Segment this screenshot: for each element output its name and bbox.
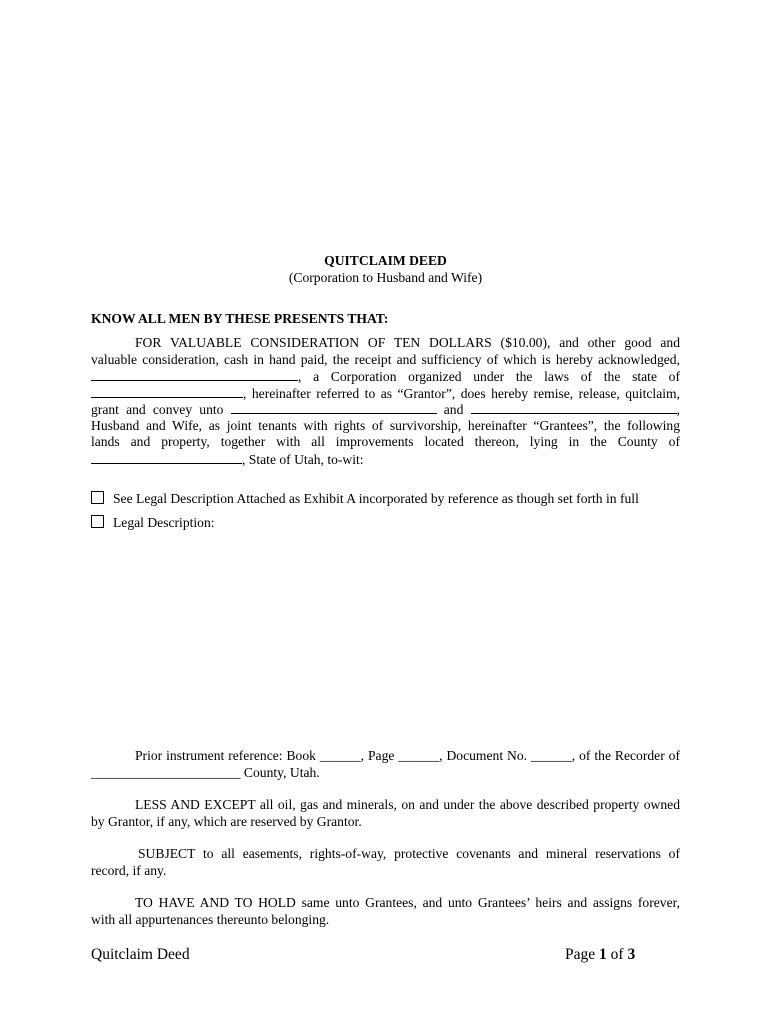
grant-convey-text: grant and convey unto — [91, 402, 224, 417]
page-total: 3 — [627, 946, 636, 963]
exhibit-option-label: See Legal Description Attached as Exhibit A incorporated by reference as though set forth in full — [113, 491, 639, 506]
document-title: QUITCLAIM DEED — [324, 253, 447, 268]
presents-heading: KNOW ALL MEN BY THESE PRESENTS THAT: — [91, 311, 389, 326]
footer-page-number — [565, 946, 635, 964]
grantor-clause-text: , hereinafter referred to as “Grantor”, does hereby remise, release, quitclaim, — [243, 385, 680, 401]
state-utah-text: , State of Utah, to-wit: — [242, 451, 364, 467]
grantee-2-blank[interactable] — [471, 401, 677, 414]
grantee-1-blank[interactable] — [231, 401, 437, 414]
consideration-line-8 — [91, 451, 680, 468]
habendum-line-1: TO HAVE AND TO HOLD same unto Grantees, and unto Grantees’ heirs and assigns forever, — [135, 895, 680, 910]
and-text: and — [443, 402, 464, 417]
prior-instrument-line-2: ______________________ County, Utah. — [91, 764, 320, 780]
less-except-paragraph — [91, 797, 680, 830]
subject-paragraph — [91, 846, 680, 879]
legal-description-label: Legal Description: — [113, 515, 215, 530]
corporation-text: , a Corporation organized under the laws of the state of — [298, 369, 680, 384]
consideration-line-4 — [91, 385, 680, 402]
footer-document-name: Quitclaim Deed — [91, 946, 190, 963]
prior-instrument-line-1: Prior instrument reference: Book ______, Page ______, Document No. ______, of the Recorder of — [135, 748, 680, 763]
document-subtitle: (Corporation to Husband and Wife) — [288, 270, 483, 285]
page-current: 1 — [599, 946, 607, 963]
less-except-line-2: by Grantor, if any, which are reserved by Grantor. — [91, 813, 362, 829]
prior-instrument-paragraph — [91, 748, 680, 781]
habendum-paragraph — [91, 895, 680, 928]
consideration-line-7: lands and property, together with all improvements located thereon, lying in the County of — [91, 434, 680, 449]
subject-line-2: record, if any. — [91, 862, 167, 878]
consideration-line-5 — [91, 401, 680, 418]
comma-text: , — [676, 402, 680, 417]
of-label: of — [610, 946, 624, 963]
consideration-line-6: Husband and Wife, as joint tenants with rights of survivorship, hereinafter “Grantees”, the following — [91, 417, 680, 433]
legal-description-option — [91, 515, 215, 531]
habendum-line-2: with all appurtenances thereunto belonging. — [91, 911, 330, 927]
grantor-state-blank[interactable] — [91, 385, 243, 398]
exhibit-checkbox[interactable] — [91, 491, 104, 504]
consideration-paragraph — [91, 335, 680, 467]
page-label: Page — [565, 946, 596, 963]
county-blank[interactable] — [91, 451, 242, 464]
consideration-line-1: FOR VALUABLE CONSIDERATION OF TEN DOLLARS ($10.00), and other good and — [135, 335, 680, 350]
less-except-line-1: LESS AND EXCEPT all oil, gas and minerals, on and under the above described property owned — [135, 797, 680, 812]
grantor-name-blank[interactable] — [91, 368, 298, 381]
subject-line-1: SUBJECT to all easements, rights-of-way, protective covenants and mineral reservations of — [138, 846, 680, 861]
legal-description-checkbox[interactable] — [91, 515, 104, 528]
consideration-line-3 — [91, 368, 680, 385]
exhibit-option — [91, 491, 639, 507]
consideration-line-2: valuable consideration, cash in hand paid, the receipt and sufficiency of which is hereby acknowledged, — [91, 351, 680, 367]
